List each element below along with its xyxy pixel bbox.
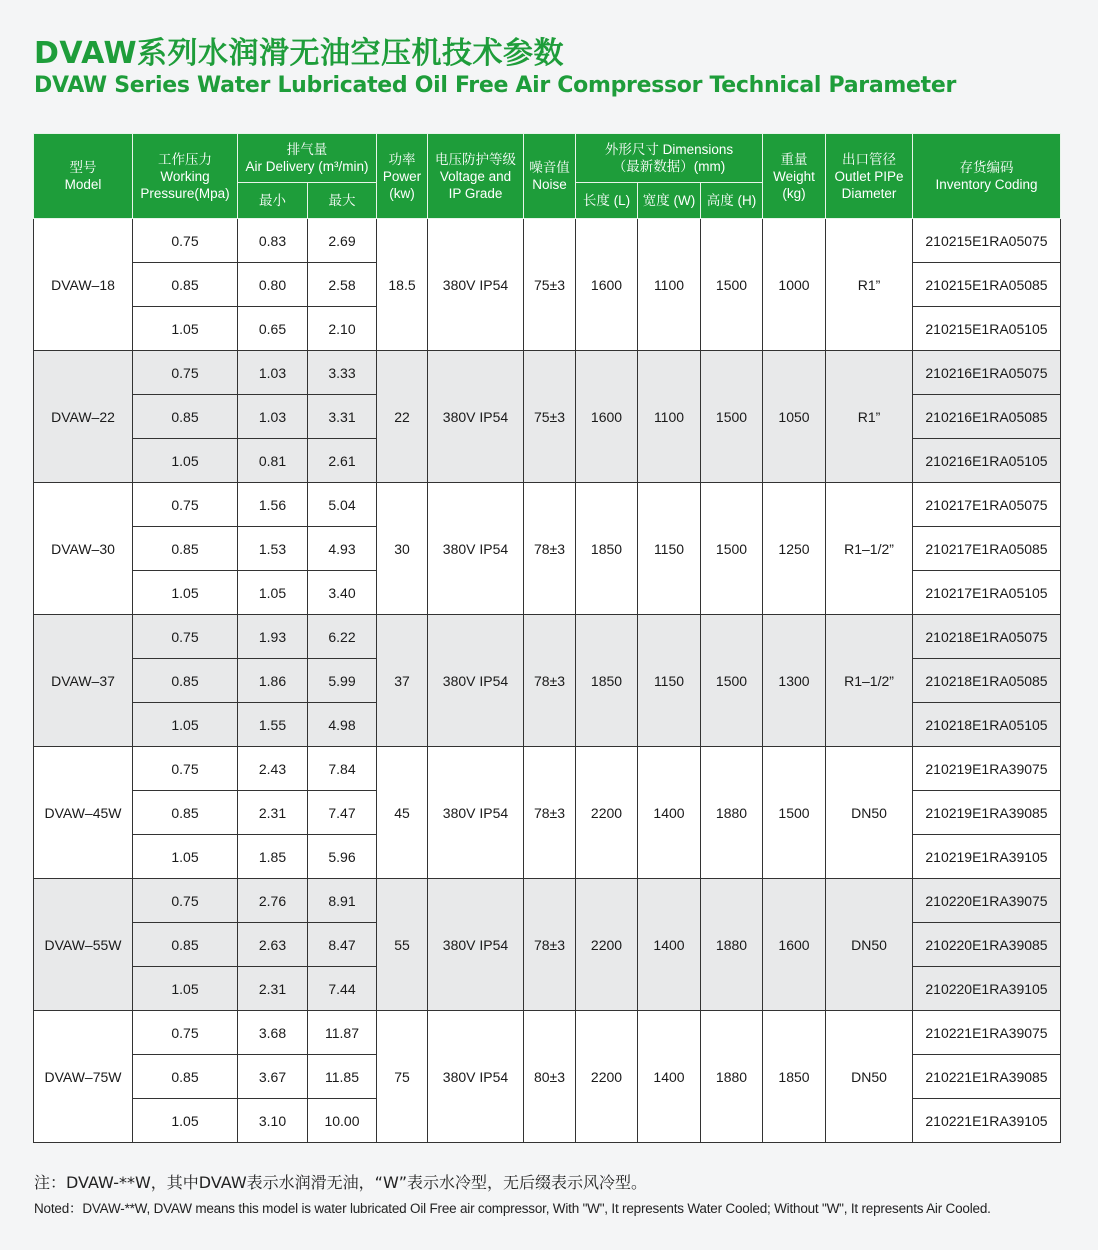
cell-weight: 1850 bbox=[763, 1011, 826, 1143]
header-air-delivery: 排气量 Air Delivery (m³/min) bbox=[238, 134, 377, 183]
cell-delivery-min: 3.67 bbox=[238, 1055, 308, 1099]
cell-delivery-min: 1.93 bbox=[238, 615, 308, 659]
cell-delivery-min: 0.65 bbox=[238, 307, 308, 351]
header-voltage: 电压防护等级 Voltage and IP Grade bbox=[428, 134, 524, 219]
cell-delivery-max: 3.31 bbox=[308, 395, 377, 439]
cell-outlet: R1” bbox=[826, 219, 913, 351]
cell-delivery-max: 7.47 bbox=[308, 791, 377, 835]
cell-inventory-code: 210221E1RA39105 bbox=[913, 1099, 1061, 1143]
cell-delivery-max: 2.10 bbox=[308, 307, 377, 351]
cell-delivery-max: 5.99 bbox=[308, 659, 377, 703]
cell-delivery-min: 1.05 bbox=[238, 571, 308, 615]
cell-inventory-code: 210217E1RA05105 bbox=[913, 571, 1061, 615]
cell-delivery-min: 2.31 bbox=[238, 967, 308, 1011]
table-row bbox=[34, 747, 1061, 791]
cell-inventory-code: 210215E1RA05105 bbox=[913, 307, 1061, 351]
cell-dim-height: 1880 bbox=[701, 747, 763, 879]
cell-dim-height: 1500 bbox=[701, 219, 763, 351]
cell-pressure: 1.05 bbox=[133, 835, 238, 879]
cell-dim-length: 2200 bbox=[576, 879, 638, 1011]
cell-inventory-code: 210218E1RA05085 bbox=[913, 659, 1061, 703]
cell-delivery-min: 2.31 bbox=[238, 791, 308, 835]
cell-dim-width: 1400 bbox=[638, 1011, 701, 1143]
header-weight: 重量 Weight (kg) bbox=[763, 134, 826, 219]
cell-delivery-max: 3.40 bbox=[308, 571, 377, 615]
model-group bbox=[34, 351, 1061, 483]
header-pressure: 工作压力 Working Pressure(Mpa) bbox=[133, 134, 238, 219]
cell-voltage: 380V IP54 bbox=[428, 1011, 524, 1143]
cell-delivery-min: 1.85 bbox=[238, 835, 308, 879]
cell-power: 18.5 bbox=[377, 219, 428, 351]
cell-delivery-min: 1.86 bbox=[238, 659, 308, 703]
cell-weight: 1300 bbox=[763, 615, 826, 747]
note-en: Noted：DVAW-**W, DVAW means this model is water lubricated Oil Free air compressor, With "W", It represents Water Cooled; Without "W", It represents Air Cooled. bbox=[34, 1201, 991, 1216]
cell-inventory-code: 210219E1RA39105 bbox=[913, 835, 1061, 879]
header-dim-width: 宽度 (W) bbox=[638, 183, 701, 219]
cell-delivery-max: 5.96 bbox=[308, 835, 377, 879]
cell-noise: 78±3 bbox=[524, 483, 576, 615]
cell-delivery-min: 0.81 bbox=[238, 439, 308, 483]
cell-delivery-max: 2.61 bbox=[308, 439, 377, 483]
header-outlet: 出口管径 Outlet PIPe Diameter bbox=[826, 134, 913, 219]
table-row bbox=[34, 219, 1061, 263]
cell-pressure: 0.75 bbox=[133, 219, 238, 263]
cell-noise: 75±3 bbox=[524, 351, 576, 483]
table-row bbox=[34, 483, 1061, 527]
spec-table bbox=[33, 133, 1061, 1143]
cell-delivery-max: 5.04 bbox=[308, 483, 377, 527]
cell-delivery-max: 10.00 bbox=[308, 1099, 377, 1143]
cell-outlet: R1” bbox=[826, 351, 913, 483]
cell-delivery-min: 0.83 bbox=[238, 219, 308, 263]
cell-delivery-min: 2.63 bbox=[238, 923, 308, 967]
cell-weight: 1600 bbox=[763, 879, 826, 1011]
cell-voltage: 380V IP54 bbox=[428, 615, 524, 747]
cell-weight: 1050 bbox=[763, 351, 826, 483]
cell-delivery-max: 11.85 bbox=[308, 1055, 377, 1099]
cell-inventory-code: 210221E1RA39085 bbox=[913, 1055, 1061, 1099]
cell-pressure: 1.05 bbox=[133, 967, 238, 1011]
cell-power: 22 bbox=[377, 351, 428, 483]
header-dim-length: 长度 (L) bbox=[576, 183, 638, 219]
page-title-cn: DVAW系列水润滑无油空压机技术参数 bbox=[34, 36, 565, 71]
cell-inventory-code: 210218E1RA05075 bbox=[913, 615, 1061, 659]
cell-dim-height: 1880 bbox=[701, 1011, 763, 1143]
cell-noise: 78±3 bbox=[524, 615, 576, 747]
cell-inventory-code: 210216E1RA05075 bbox=[913, 351, 1061, 395]
page-title-en: DVAW Series Water Lubricated Oil Free Air Compressor Technical Parameter bbox=[34, 73, 957, 98]
cell-delivery-max: 11.87 bbox=[308, 1011, 377, 1055]
cell-dim-width: 1150 bbox=[638, 615, 701, 747]
model-group bbox=[34, 1011, 1061, 1143]
cell-pressure: 0.75 bbox=[133, 747, 238, 791]
header-delivery-min: 最小 bbox=[238, 183, 308, 219]
cell-outlet: DN50 bbox=[826, 747, 913, 879]
cell-inventory-code: 210217E1RA05075 bbox=[913, 483, 1061, 527]
cell-inventory-code: 210216E1RA05105 bbox=[913, 439, 1061, 483]
cell-pressure: 1.05 bbox=[133, 307, 238, 351]
cell-voltage: 380V IP54 bbox=[428, 483, 524, 615]
cell-dim-width: 1400 bbox=[638, 879, 701, 1011]
cell-pressure: 0.85 bbox=[133, 1055, 238, 1099]
cell-dim-width: 1100 bbox=[638, 351, 701, 483]
cell-noise: 78±3 bbox=[524, 747, 576, 879]
cell-delivery-min: 1.55 bbox=[238, 703, 308, 747]
cell-inventory-code: 210221E1RA39075 bbox=[913, 1011, 1061, 1055]
cell-delivery-max: 6.22 bbox=[308, 615, 377, 659]
cell-delivery-max: 8.91 bbox=[308, 879, 377, 923]
cell-delivery-max: 2.58 bbox=[308, 263, 377, 307]
cell-pressure: 0.75 bbox=[133, 483, 238, 527]
cell-dim-length: 1600 bbox=[576, 219, 638, 351]
cell-pressure: 0.75 bbox=[133, 1011, 238, 1055]
cell-dim-height: 1500 bbox=[701, 615, 763, 747]
cell-model: DVAW–37 bbox=[34, 615, 133, 747]
table-row bbox=[34, 879, 1061, 923]
cell-weight: 1250 bbox=[763, 483, 826, 615]
cell-delivery-max: 7.44 bbox=[308, 967, 377, 1011]
cell-dim-height: 1500 bbox=[701, 483, 763, 615]
cell-dim-length: 2200 bbox=[576, 747, 638, 879]
cell-dim-height: 1880 bbox=[701, 879, 763, 1011]
cell-delivery-max: 7.84 bbox=[308, 747, 377, 791]
cell-pressure: 1.05 bbox=[133, 439, 238, 483]
header-dim-height: 高度 (H) bbox=[701, 183, 763, 219]
header-model: 型号 Model bbox=[34, 134, 133, 219]
cell-delivery-max: 4.98 bbox=[308, 703, 377, 747]
cell-delivery-min: 2.43 bbox=[238, 747, 308, 791]
cell-dim-length: 1600 bbox=[576, 351, 638, 483]
header-inventory: 存货编码 Inventory Coding bbox=[913, 134, 1061, 219]
cell-voltage: 380V IP54 bbox=[428, 879, 524, 1011]
cell-model: DVAW–75W bbox=[34, 1011, 133, 1143]
cell-inventory-code: 210215E1RA05075 bbox=[913, 219, 1061, 263]
header-power: 功率 Power (kw) bbox=[377, 134, 428, 219]
cell-power: 55 bbox=[377, 879, 428, 1011]
model-group bbox=[34, 483, 1061, 615]
cell-delivery-max: 3.33 bbox=[308, 351, 377, 395]
model-group bbox=[34, 219, 1061, 351]
cell-model: DVAW–45W bbox=[34, 747, 133, 879]
cell-weight: 1500 bbox=[763, 747, 826, 879]
cell-voltage: 380V IP54 bbox=[428, 351, 524, 483]
cell-power: 30 bbox=[377, 483, 428, 615]
note-cn: 注：DVAW-**W，其中DVAW表示水润滑无油，“W”表示水冷型，无后缀表示风冷型。 bbox=[34, 1173, 648, 1192]
cell-delivery-min: 3.10 bbox=[238, 1099, 308, 1143]
cell-outlet: DN50 bbox=[826, 879, 913, 1011]
cell-delivery-min: 3.68 bbox=[238, 1011, 308, 1055]
cell-pressure: 0.85 bbox=[133, 923, 238, 967]
cell-noise: 75±3 bbox=[524, 219, 576, 351]
header-dimensions: 外形尺寸 Dimensions （最新数据）(mm) bbox=[576, 134, 763, 183]
cell-voltage: 380V IP54 bbox=[428, 747, 524, 879]
cell-model: DVAW–55W bbox=[34, 879, 133, 1011]
table-row bbox=[34, 351, 1061, 395]
cell-dim-width: 1100 bbox=[638, 219, 701, 351]
cell-inventory-code: 210220E1RA39075 bbox=[913, 879, 1061, 923]
cell-delivery-min: 2.76 bbox=[238, 879, 308, 923]
cell-noise: 78±3 bbox=[524, 879, 576, 1011]
cell-pressure: 0.85 bbox=[133, 527, 238, 571]
cell-inventory-code: 210220E1RA39105 bbox=[913, 967, 1061, 1011]
cell-dim-height: 1500 bbox=[701, 351, 763, 483]
model-group bbox=[34, 615, 1061, 747]
cell-pressure: 0.85 bbox=[133, 395, 238, 439]
cell-dim-width: 1150 bbox=[638, 483, 701, 615]
cell-inventory-code: 210219E1RA39085 bbox=[913, 791, 1061, 835]
cell-delivery-max: 8.47 bbox=[308, 923, 377, 967]
cell-delivery-min: 0.80 bbox=[238, 263, 308, 307]
cell-pressure: 0.75 bbox=[133, 615, 238, 659]
cell-pressure: 1.05 bbox=[133, 1099, 238, 1143]
cell-outlet: R1–1/2” bbox=[826, 483, 913, 615]
header-noise: 噪音值 Noise bbox=[524, 134, 576, 219]
cell-outlet: R1–1/2” bbox=[826, 615, 913, 747]
cell-dim-length: 1850 bbox=[576, 483, 638, 615]
header-delivery-max: 最大 bbox=[308, 183, 377, 219]
cell-pressure: 1.05 bbox=[133, 703, 238, 747]
cell-dim-width: 1400 bbox=[638, 747, 701, 879]
table-row bbox=[34, 1011, 1061, 1055]
cell-pressure: 0.85 bbox=[133, 791, 238, 835]
cell-pressure: 0.85 bbox=[133, 659, 238, 703]
cell-delivery-max: 2.69 bbox=[308, 219, 377, 263]
cell-inventory-code: 210215E1RA05085 bbox=[913, 263, 1061, 307]
cell-noise: 80±3 bbox=[524, 1011, 576, 1143]
cell-weight: 1000 bbox=[763, 219, 826, 351]
cell-dim-length: 2200 bbox=[576, 1011, 638, 1143]
cell-pressure: 0.75 bbox=[133, 351, 238, 395]
cell-inventory-code: 210217E1RA05085 bbox=[913, 527, 1061, 571]
cell-delivery-min: 1.03 bbox=[238, 351, 308, 395]
cell-outlet: DN50 bbox=[826, 1011, 913, 1143]
cell-power: 37 bbox=[377, 615, 428, 747]
cell-model: DVAW–18 bbox=[34, 219, 133, 351]
cell-model: DVAW–22 bbox=[34, 351, 133, 483]
cell-power: 75 bbox=[377, 1011, 428, 1143]
cell-inventory-code: 210220E1RA39085 bbox=[913, 923, 1061, 967]
model-group bbox=[34, 747, 1061, 879]
table-row bbox=[34, 615, 1061, 659]
cell-delivery-min: 1.53 bbox=[238, 527, 308, 571]
cell-model: DVAW–30 bbox=[34, 483, 133, 615]
cell-delivery-min: 1.56 bbox=[238, 483, 308, 527]
cell-pressure: 1.05 bbox=[133, 571, 238, 615]
cell-inventory-code: 210216E1RA05085 bbox=[913, 395, 1061, 439]
cell-inventory-code: 210219E1RA39075 bbox=[913, 747, 1061, 791]
model-group bbox=[34, 879, 1061, 1011]
cell-inventory-code: 210218E1RA05105 bbox=[913, 703, 1061, 747]
cell-voltage: 380V IP54 bbox=[428, 219, 524, 351]
cell-power: 45 bbox=[377, 747, 428, 879]
cell-delivery-min: 1.03 bbox=[238, 395, 308, 439]
cell-pressure: 0.75 bbox=[133, 879, 238, 923]
cell-delivery-max: 4.93 bbox=[308, 527, 377, 571]
cell-dim-length: 1850 bbox=[576, 615, 638, 747]
cell-pressure: 0.85 bbox=[133, 263, 238, 307]
